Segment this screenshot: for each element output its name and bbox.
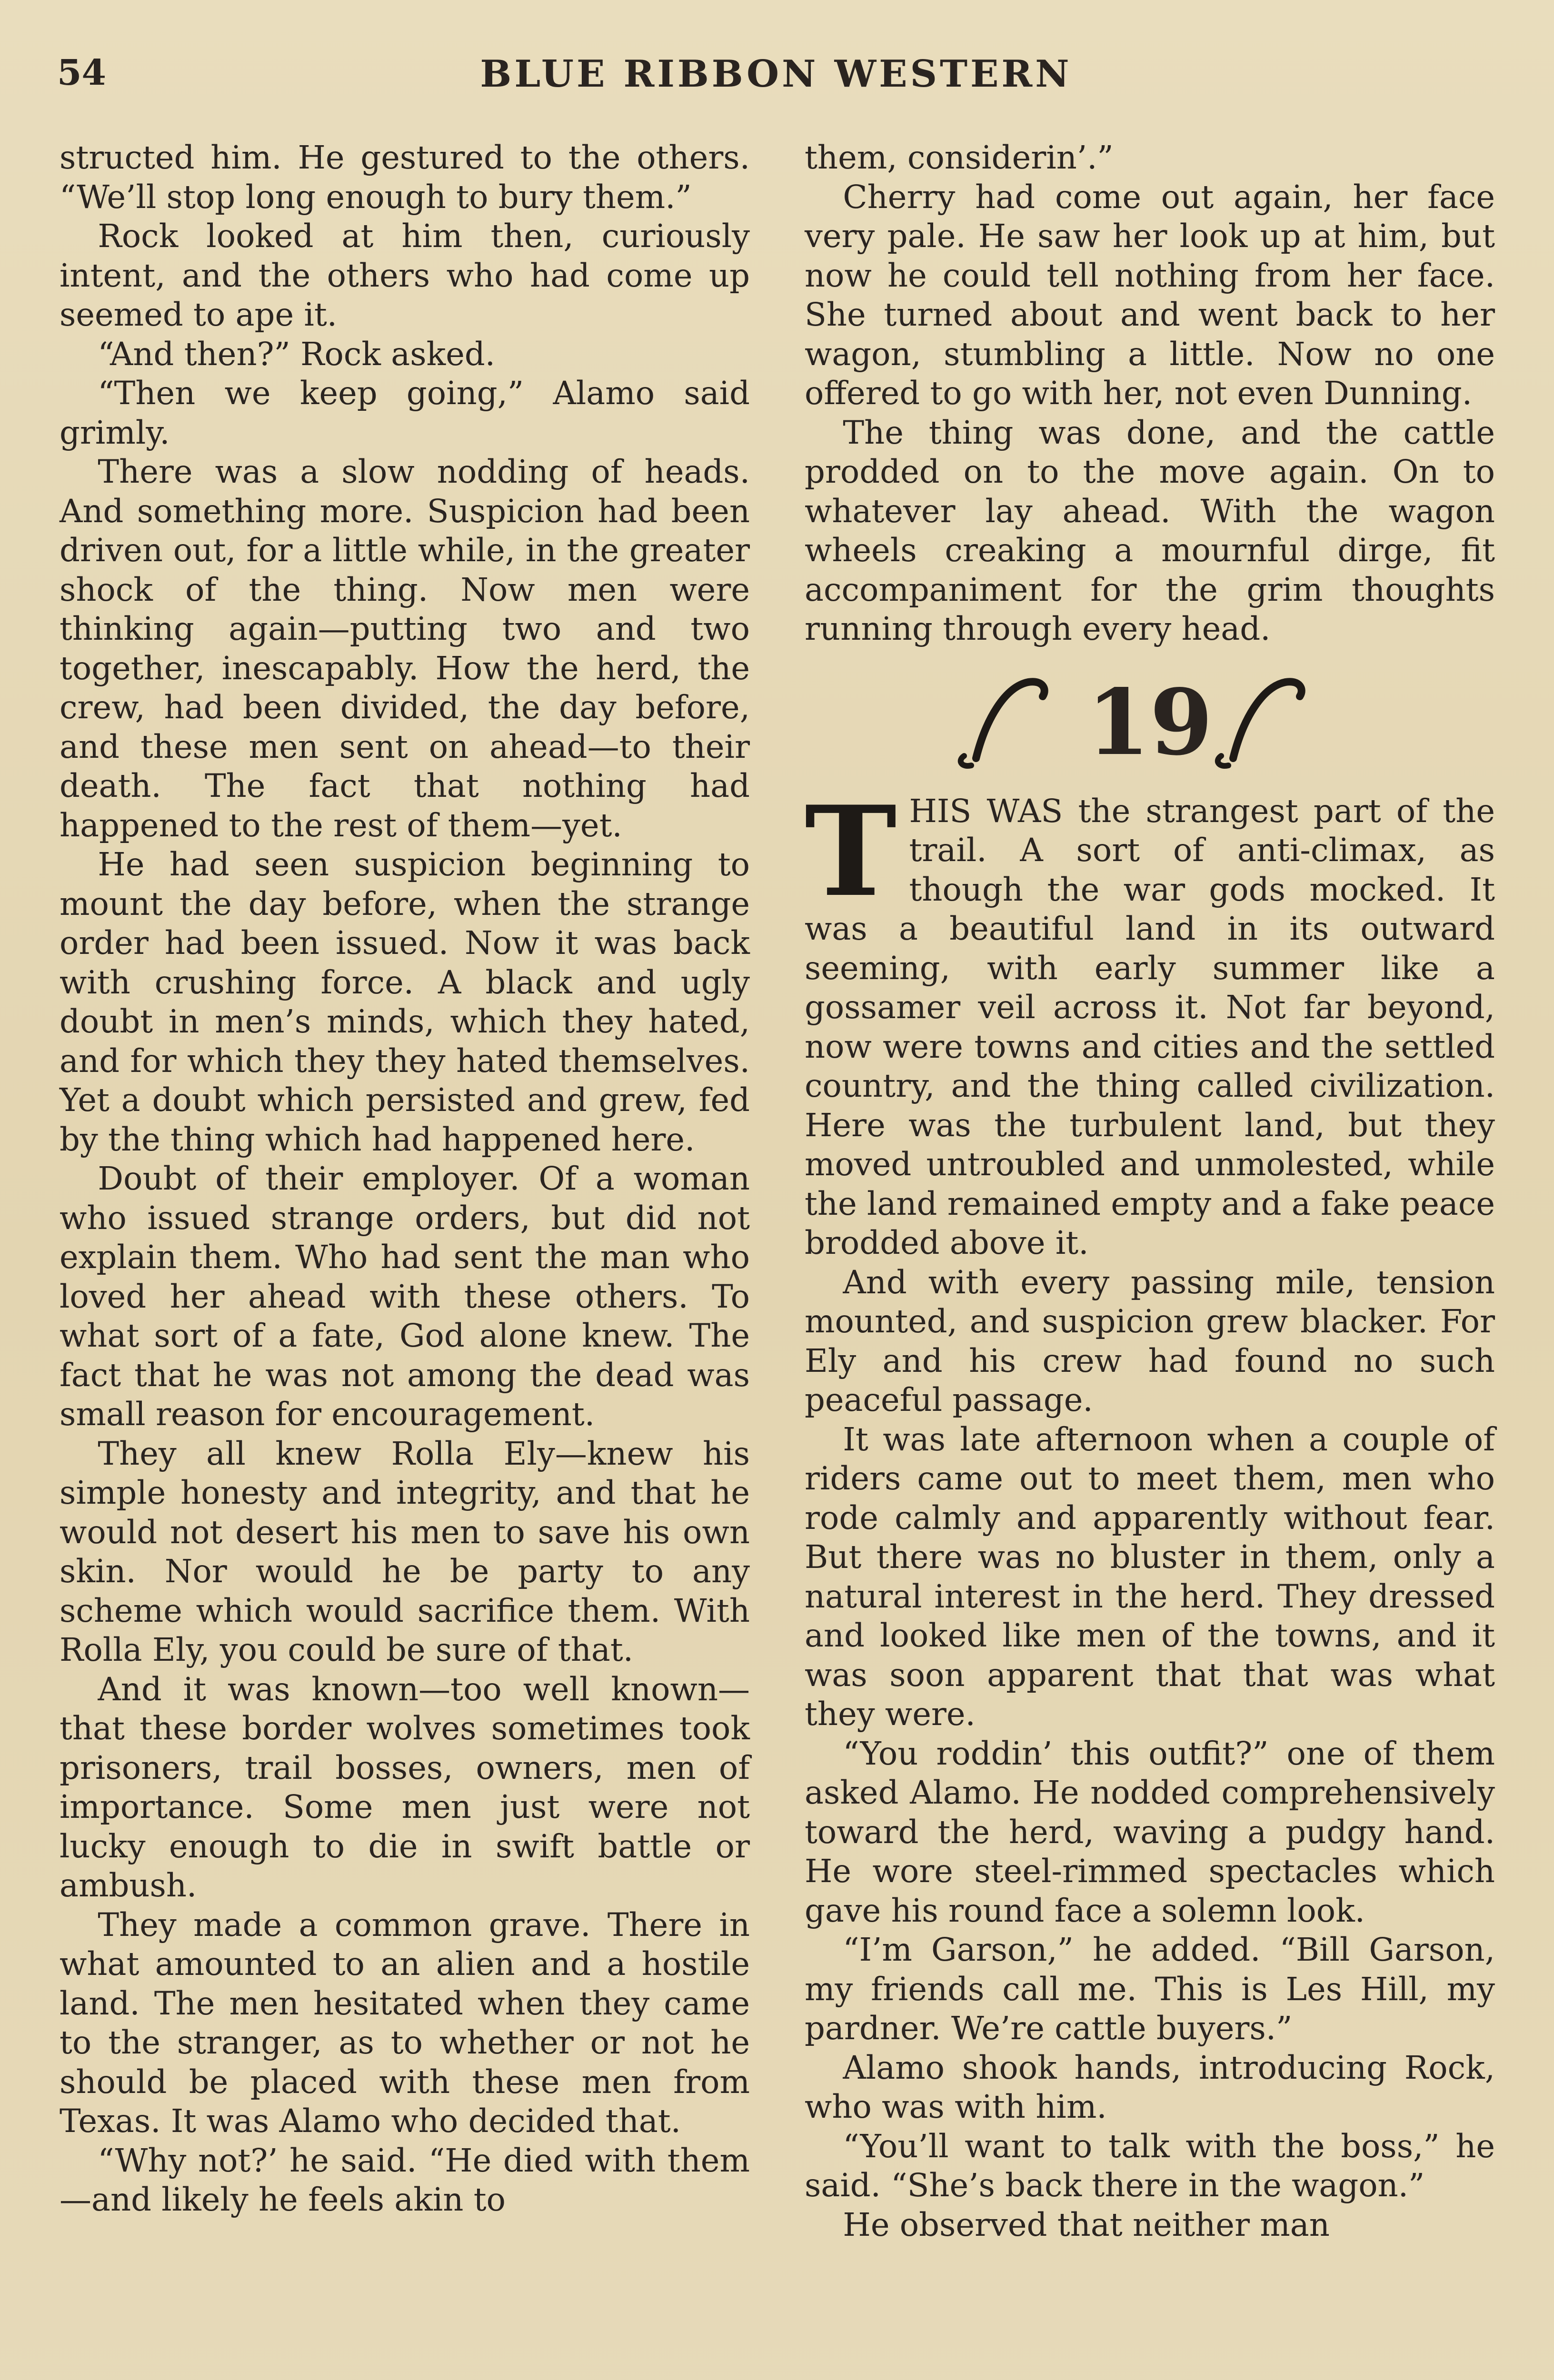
paragraph: “You’ll want to talk with the boss,” he said. “She’s back there in the wagon.”: [805, 2127, 1495, 2204]
paragraph: Alamo shook hands, introducing Rock, who was with him.: [805, 2049, 1495, 2125]
chapter-number: 19: [1086, 669, 1213, 775]
paragraph: They made a common grave. There in what amounted to an alien and a hostile land. The men hesitated when they came to the stranger, as to whether or not he should be placed with these men from Texas. It was Alamo who decided that.: [60, 1906, 750, 2140]
paragraph: There was a slow nodding of heads. And something more. Suspicion had been driven out, for a little while, in the greater shock of the thing. Now men were thinking again—putting two and two together, inescapably. How the herd, the crew, had been divided, the day before, and these men sent on ahead—to their death. The fact that nothing had happened to the rest of them—yet.: [60, 453, 750, 844]
paragraph: “Then we keep going,” Alamo said grimly.: [60, 375, 750, 451]
paragraph: Rock looked at him then, curiously intent, and the others who had come up seemed to ape it.: [60, 218, 750, 333]
right-column: [805, 138, 1495, 2244]
paragraph: Doubt of their employer. Of a woman who issued strange orders, but did not explain them. Who had sent the man who loved her ahead with these others. To what sort of a fate, God alone knew. The fact that he was not among the dead was small reason for encouragement.: [60, 1160, 750, 1433]
running-title: BLUE RIBBON WESTERN: [480, 52, 1072, 96]
paragraph: “Why not?’ he said. “He died with them—and likely he feels akin to: [60, 2142, 750, 2218]
paragraph: The thing was done, and the cattle prodded on to the move again. On to whatever lay ahead. With the wagon wheels creaking a mournful dirge, fit accompaniment for the grim thoughts running through every head.: [805, 414, 1495, 647]
paragraph: And with every passing mile, tension mounted, and suspicion grew blacker. For Ely and his crew had found no such peaceful passage.: [805, 1263, 1495, 1418]
paragraph: It was late afternoon when a couple of riders came out to meet them, men who rode calmly and apparently without fear. But there was no bluster in them, only a natural interest in the herd. They dressed and looked like men of the towns, and it was soon apparent that that was what they were.: [805, 1420, 1495, 1733]
drop-cap: T: [805, 779, 897, 924]
left-column: [60, 138, 750, 2220]
page-header: [57, 52, 1495, 105]
paragraph: “And then?” Rock asked.: [98, 335, 496, 373]
paragraph: “You roddin’ this outfit?” one of them asked Alamo. He nodded comprehensively toward the herd, waving a pudgy hand. He wore steel-rimmed spectacles which gave his round face a solemn look.: [805, 1735, 1495, 1929]
page-number: 54: [57, 52, 106, 93]
paragraph: He had seen suspicion beginning to mount the day before, when the strange order had been issued. Now it was back with crushing force. A black and ugly doubt in men’s minds, which they hated, and for which they they hated themselves. Yet a doubt which persisted and grew, fed by the thing which had happened here.: [60, 846, 750, 1158]
paragraph: They all knew Rolla Ely—knew his simple honesty and integrity, and that he would not desert his men to save his own skin. Nor would he be party to any scheme which would sacrifice them. With Rolla Ely, you could be sure of that.: [60, 1435, 750, 1668]
paragraph: He observed that neither man: [843, 2206, 1330, 2243]
paragraph: And it was known—too well known—that these border wolves sometimes took prisoners, trail bosses, owners, men of importance. Some men just were not lucky enough to die in swift battle or ambush.: [60, 1670, 750, 1904]
paragraph: structed him. He gestured to the others. “We’ll stop long enough to bury them.”: [60, 139, 750, 216]
paragraph: “I’m Garson,” he added. “Bill Garson, my friends call me. This is Les Hill, my pardner. We’re cattle buyers.”: [805, 1931, 1495, 2047]
chapter-heading: [805, 668, 1495, 777]
chapter-opening: [805, 779, 1495, 1263]
paragraph: them, considerin’.”: [805, 139, 1114, 176]
paragraph: Cherry had come out again, her face very pale. He saw her look up at him, but now he could tell nothing from her face. She turned about and went back to her wagon, stumbling a little. Now no one offered to go with her, not even Dunning.: [805, 178, 1495, 412]
opening-paragraph: HIS WAS the strangest part of the trail. A sort of anti-climax, as though the war gods mocked. It was a beautiful land in its outward seeming, with early summer like a gossamer veil across it. Not far beyond, now were towns and cities and the settled country, and the thing called civilization. Here was the turbulent land, but they moved untroubled and unmolested, while the land remained empty and a fake peace brodded above it.: [805, 792, 1495, 1261]
